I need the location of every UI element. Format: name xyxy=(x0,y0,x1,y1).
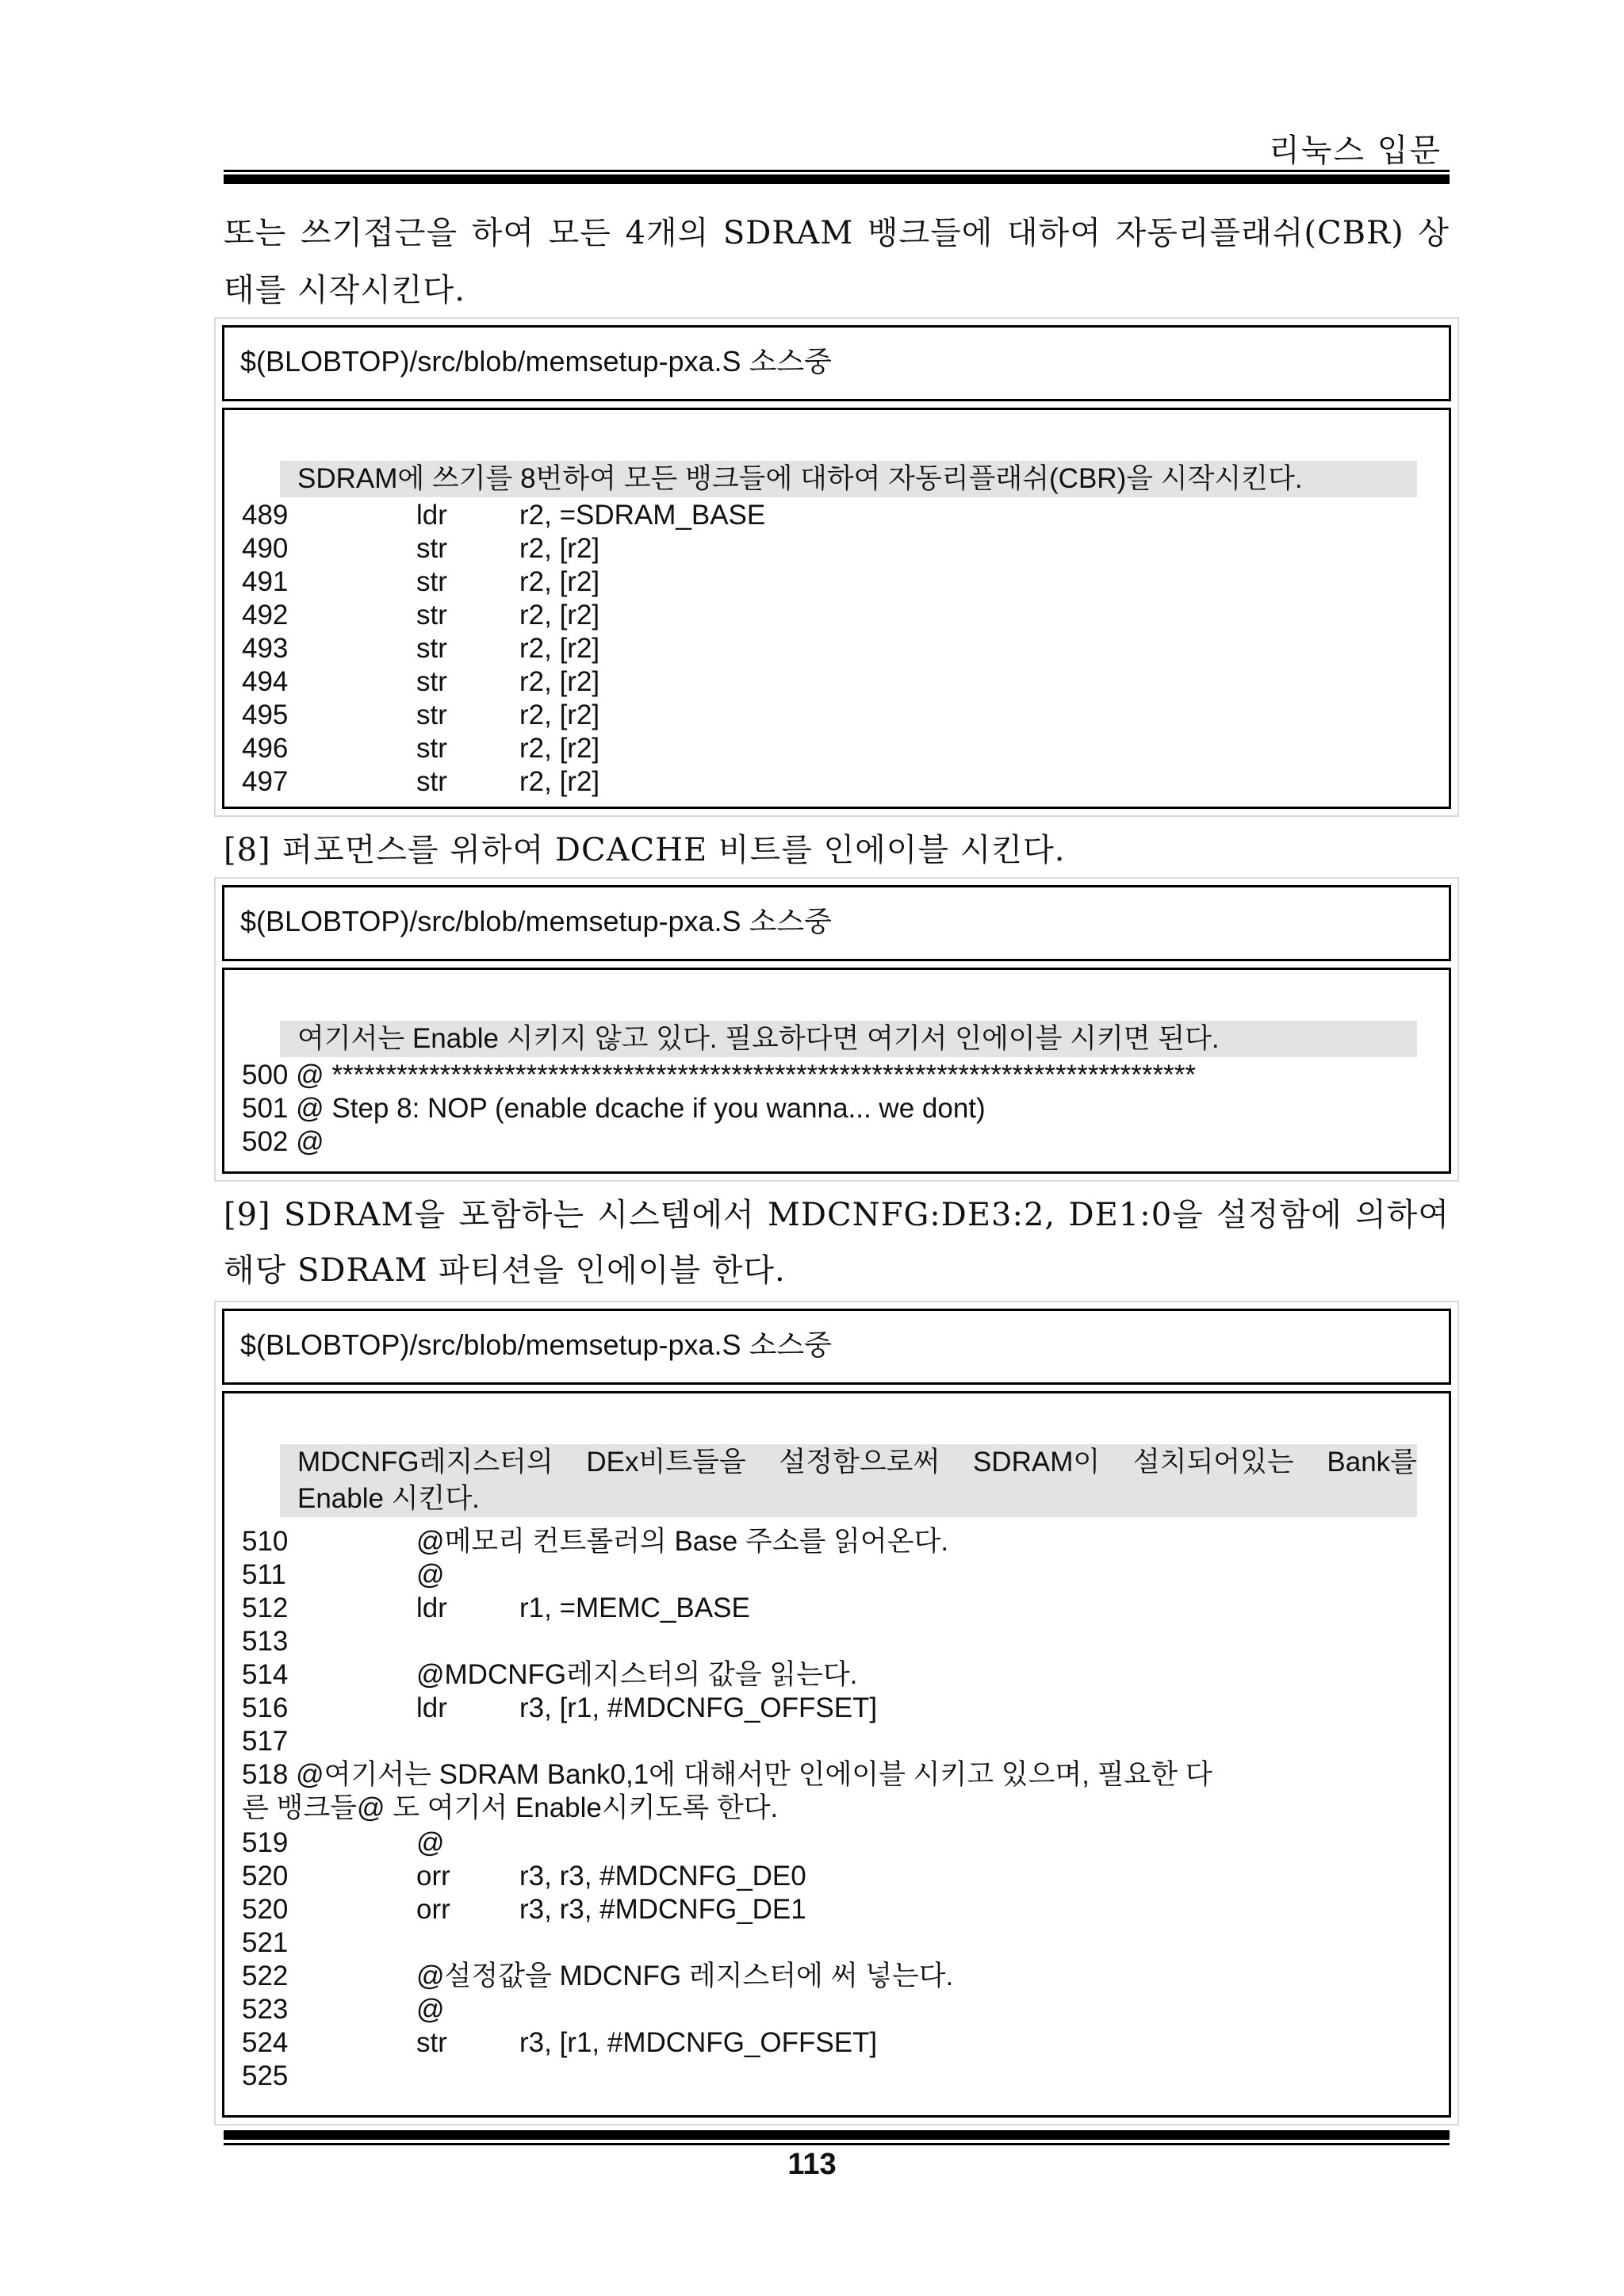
intro-line-1: 또는 쓰기접근을 하여 모든 4개의 SDRAM 뱅크들에 대하여 자동리플래쉬(CBR) 상 xyxy=(224,215,1450,251)
operands: r2, =SDRAM_BASE xyxy=(519,500,766,531)
line-number: 519 xyxy=(242,1827,289,1858)
line-number: 523 xyxy=(242,1994,289,2025)
code-block-2: 여기서는 Enable 시키지 않고 있다. 필요하다면 여기서 인에이블 시키면 된다. 500 @ ******************************************************************************** 501 @ Step 8: NOP (enable dcache if you wanna... we dont) 502 @ xyxy=(222,968,1451,1174)
line-number: 525 xyxy=(242,2060,289,2091)
running-header-title: 리눅스 입문 xyxy=(1269,132,1442,169)
code-line-518-a: 518 @여기서는 SDRAM Bank0,1에 대해서만 인에이블 시키고 있으며, 필요한 다 xyxy=(242,1759,1212,1790)
code-block-3-note xyxy=(280,1444,1417,1517)
operands: r2, [r2] xyxy=(519,700,600,730)
line-number: 524 xyxy=(242,2027,289,2058)
code-block-1-path: $(BLOBTOP)/src/blob/memsetup-pxa.S 소스중 xyxy=(240,345,832,378)
section-9-line-2: 해당 SDRAM 파티션을 인에이블 한다. xyxy=(224,1252,786,1289)
comment: @ xyxy=(416,1994,445,2025)
operands: r2, [r2] xyxy=(519,766,600,797)
intro-line-2: 태를 시작시킨다. xyxy=(224,272,465,309)
instruction: str xyxy=(416,733,447,764)
line-number: 520 xyxy=(242,1894,289,1925)
section-9-line-1: [9] SDRAM을 포함하는 시스템에서 MDCNFG:DE3:2, DE1:0을 설정함에 의하여 xyxy=(224,1197,1450,1233)
instruction: str xyxy=(416,633,447,664)
code-block-1-path-box xyxy=(222,325,1451,401)
code-block-1 xyxy=(222,408,1451,809)
header-rule-thin xyxy=(224,170,1450,172)
operands: r1, =MEMC_BASE xyxy=(519,1593,750,1623)
line-number: 490 xyxy=(242,533,289,564)
line-number: 516 xyxy=(242,1692,289,1723)
instruction: str xyxy=(416,600,447,631)
line-number: 520 xyxy=(242,1861,289,1892)
line-number: 497 xyxy=(242,766,289,797)
operands: r2, [r2] xyxy=(519,666,600,697)
operands: r3, [r1, #MDCNFG_OFFSET] xyxy=(519,1692,878,1723)
line-number: 521 xyxy=(242,1927,289,1958)
page-number: 113 xyxy=(787,2148,837,2181)
line-number: 493 xyxy=(242,633,289,664)
header-rule-thick xyxy=(224,174,1450,184)
operands: r3, r3, #MDCNFG_DE0 xyxy=(519,1861,806,1892)
line-number: 510 xyxy=(242,1526,289,1557)
line-number: 513 xyxy=(242,1626,289,1657)
operands: r2, [r2] xyxy=(519,600,600,631)
code-line-518-b: 른 뱅크들@ 도 여기서 Enable시키도록 한다. xyxy=(242,1792,779,1823)
code-block-1-note: SDRAM에 쓰기를 8번하여 모든 뱅크들에 대하여 자동리플래쉬(CBR)을 시작시킨다. xyxy=(280,461,1417,497)
code-block-3-note-line-2: Enable 시킨다. xyxy=(297,1483,480,1514)
operands: r2, [r2] xyxy=(519,633,600,664)
instruction: ldr xyxy=(416,1692,447,1723)
code-block-3-note-line-1: MDCNFG레지스터의 DEx비트들을 설정함으로써 SDRAM이 설치되어있는 Bank를 xyxy=(297,1447,1417,1478)
code-block-2-path: $(BLOBTOP)/src/blob/memsetup-pxa.S 소스중 xyxy=(240,905,832,937)
code-block-3-path: $(BLOBTOP)/src/blob/memsetup-pxa.S 소스중 xyxy=(240,1328,832,1361)
instruction: str xyxy=(416,666,447,697)
comment: @ xyxy=(416,1559,445,1590)
line-number: 517 xyxy=(242,1726,289,1757)
code-block-3 xyxy=(222,1391,1451,2118)
code-block-2-path-box xyxy=(222,885,1451,961)
line-number: 492 xyxy=(242,600,289,631)
footer-rule-thin xyxy=(224,2143,1450,2145)
operands: r2, [r2] xyxy=(519,533,600,564)
instruction: orr xyxy=(416,1894,450,1925)
code-block-3-path-box xyxy=(222,1309,1451,1385)
line-number: 522 xyxy=(242,1961,289,1991)
line-number: 495 xyxy=(242,700,289,730)
operands: r3, r3, #MDCNFG_DE1 xyxy=(519,1894,806,1925)
line-number: 511 xyxy=(242,1559,286,1590)
line-number: 514 xyxy=(242,1659,289,1690)
line-number: 512 xyxy=(242,1593,289,1623)
code-block-2-note: 여기서는 Enable 시키지 않고 있다. 필요하다면 여기서 인에이블 시키면 된다. xyxy=(280,1021,1417,1057)
comment: @ xyxy=(416,1827,445,1858)
section-8-title: [8] 퍼포먼스를 위하여 DCACHE 비트를 인에이블 시킨다. xyxy=(224,832,1066,868)
operands: r2, [r2] xyxy=(519,733,600,764)
operands: r3, [r1, #MDCNFG_OFFSET] xyxy=(519,2027,878,2058)
instruction: str xyxy=(416,700,447,730)
instruction: ldr xyxy=(416,500,447,531)
instruction: str xyxy=(416,766,447,797)
instruction: str xyxy=(416,566,447,597)
line-number: 496 xyxy=(242,733,289,764)
instruction: orr xyxy=(416,1861,450,1892)
instruction: str xyxy=(416,533,447,564)
comment: @MDCNFG레지스터의 값을 읽는다. xyxy=(416,1659,858,1690)
operands: r2, [r2] xyxy=(519,566,600,597)
line-number: 489 xyxy=(242,500,289,531)
instruction: ldr xyxy=(416,1593,447,1623)
line-number: 494 xyxy=(242,666,289,697)
comment: @메모리 컨트롤러의 Base 주소를 읽어온다. xyxy=(416,1526,949,1557)
footer-rule-thick xyxy=(224,2130,1450,2140)
line-number: 491 xyxy=(242,566,289,597)
comment: @설정값을 MDCNFG 레지스터에 써 넣는다. xyxy=(416,1961,954,1991)
instruction: str xyxy=(416,2027,447,2058)
